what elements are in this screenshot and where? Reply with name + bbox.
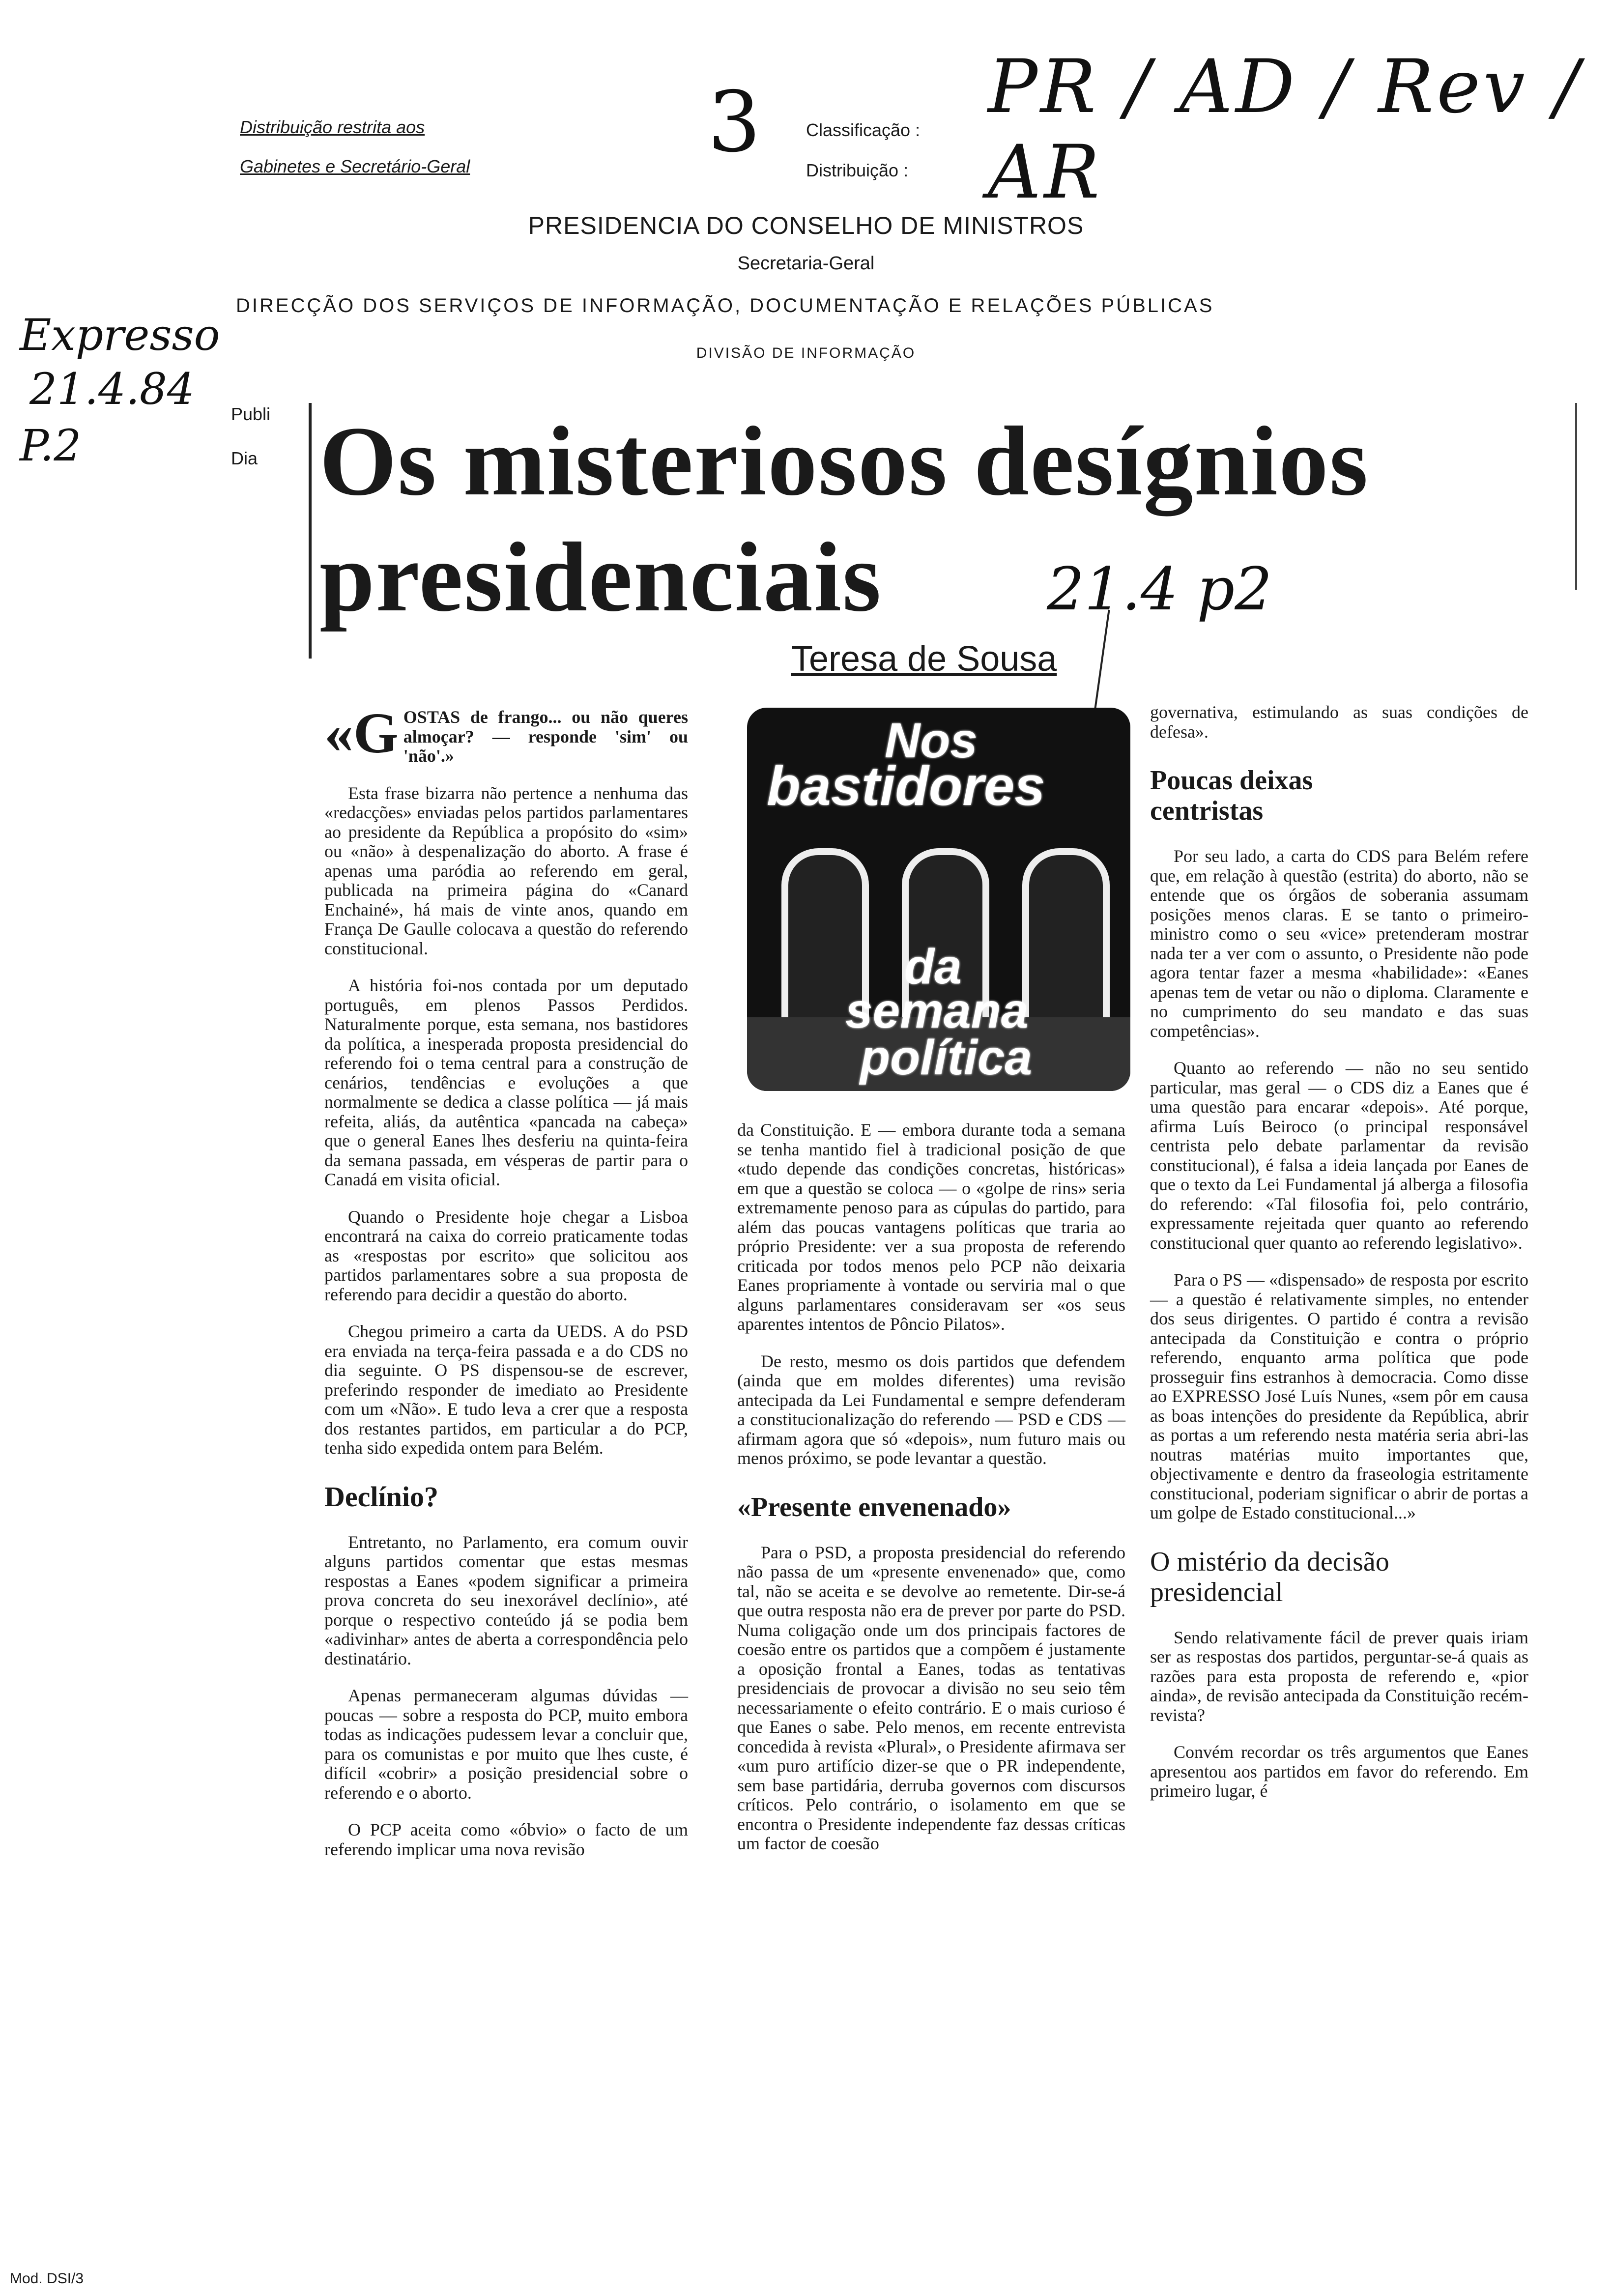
paragraph: Convém recordar os três argumentos que Eanes apresentou aos partidos em favor do referendo. Em primeiro lugar, é: [1150, 1742, 1528, 1801]
restricted-line-2: Gabinetes e Secretário-Geral: [240, 156, 470, 176]
handwritten-codes: PR / AD / Rev / AR: [988, 44, 1582, 215]
paragraph: Chegou primeiro a carta da UEDS. A do PSD era enviada na terça-feira passada e a do CDS no dia seguinte. O PS dispensou-se de escrever, preferindo responder de imediato ao Presidente com um «Não». E tudo leva a crer que a resposta dos restantes partidos, em particular a do PCP, tenha sido expedida ontem para Belém.: [324, 1321, 688, 1458]
margin-note-publication: Expresso: [20, 310, 220, 360]
article-column-1: [324, 701, 688, 1877]
box-line-1: Nos: [885, 713, 978, 768]
paragraph: Quanto ao referendo — não no seu sentido particular, mas geral — o CDS diz a Eanes que é uma questão para encarar «depois». Até porque, afirma Luís Beiroco (o principal responsável centrista pelo debate parlamentar da revisão constitucional), é falsa a ideia lançada por Eanes de que o texto da Lei Fundamental já alberga a filosofia do referendo: «Tal filosofia foi, pelo contrário, expressamente rejeitada quer quanto ao referendo constitucional quer quanto ao referendo legislativo».: [1150, 1058, 1528, 1253]
box-line-5: política: [860, 1030, 1033, 1085]
subheading-presente-envenenado: «Presente envenenado»: [737, 1492, 1011, 1522]
form-code: Mod. DSI/3: [10, 2270, 84, 2287]
arch-shape: [1022, 848, 1110, 1017]
dia-label: Dia: [231, 448, 258, 468]
paragraph: Apenas permaneceram algumas dúvidas — poucas — sobre a resposta do PCP, muito embora todas as indicações pudessem levar a concluir que, para os comunistas e por muito que lhes custe, é difícil «cobrir» a posição presidencial sobre o referendo e o aborto.: [324, 1686, 688, 1803]
article-column-2: [737, 1120, 1125, 1871]
lead-paragraph: [324, 701, 688, 766]
subheading-declinio: Declínio?: [324, 1480, 438, 1513]
paragraph: A história foi-nos contada por um deputado português, em plenos Passos Perdidos. Naturalmente porque, esta semana, nos bastidores da política, a inesperada proposta presidencial do referendo foi o tema central para a construção de cenários, tendências e evoluções a que normalmente se dedica a classe política — já mais refeita, aliás, da autêntica «pancada na cabeça» que o general Eanes lhes desferiu na quinta-feira da semana passada, em vésperas de partir para o Canadá em visita oficial.: [324, 976, 688, 1189]
org-name: PRESIDENCIA DO CONSELHO DE MINISTROS: [528, 212, 1084, 239]
restricted-line-1: Distribuição restrita aos: [240, 117, 425, 137]
headline-line-1: Os misteriosos desígnios: [319, 406, 1369, 516]
headline-line-2: presidenciais: [319, 522, 882, 632]
paragraph: Por seu lado, a carta do CDS para Belém refere que, em relação à questão (estrita) do aborto, não se entende que os órgãos de soberania assumam posições menos claras. E se tanto o primeiro-ministro como o seu «vice» pretenderam mostrar nada ter a ver com o assunto, o Presidente não pode agora tentar fazer a mesma «habilidade»: «Eanes apenas tem de vetar ou não o diploma. Claramente e no cumprimento do seu mandato e das suas competências».: [1150, 846, 1528, 1041]
margin-note-page: P.2: [20, 420, 82, 471]
paragraph: Para o PS — «dispensado» de resposta por escrito — a questão é relativamente simples, no entender dos seus dirigentes. O partido é contra a revisão antecipada da Constituição e contra o próprio referendo, enquanto arma política que pode prosseguir fins estranhos à democracia. Como disse ao EXPRESSO José Luís Nunes, «sem pôr em causa as boas intenções do presidente da República, abrir as portas a um referendo nesta matéria seria abri-las noutras matérias muito importantes que, objectivamente e dentro da fraseologia estritamente constitucional, poderiam significar o abrir de portas a um golpe de Estado constitucional...»: [1150, 1270, 1528, 1522]
paragraph: da Constituição. E — embora durante toda a semana se tenha mantido fiel à tradicional posição de que «tudo depende das condições concretas, históricas» em que a questão se coloca — o «golpe de rins» seria extremamente penoso para as cúpulas do partido, para além das poucas vantagens políticas que traria ao próprio Presidente: ver a sua proposta de referendo criticada por todos menos pelo PCP não deixaria Eanes propriamente à vontade ou serviria mal o que alguns parlamentares consideravam ser «os seus aparentes intentos de Pôncio Pilatos».: [737, 1120, 1125, 1334]
right-rule: [1575, 403, 1577, 590]
classification-label: Classificação :: [806, 120, 921, 140]
paragraph: Esta frase bizarra não pertence a nenhuma das «redacções» enviadas pelos partidos parlamentares ao presidente da República a propósito do «sim» ou «não» à despenalização do aborto. A frase é apenas uma paródia ao referendo em geral, publicada na primeira página do «Canard Enchainé», há mais de vinte anos, quando em França De Gaulle colocava a questão do referendo constitucional.: [324, 783, 688, 958]
paragraph: Para o PSD, a proposta presidencial do referendo não passa de um «presente envenenado» que, como tal, não se aceita e se devolve ao remetente. Dir-se-á que outra resposta não era de prever por parte do PSD. Numa coligação onde um dos principais factores de coesão entre os partidos que a compõem é justamente a oposição frontal a Eanes, todas as tentativas presidenciais de provocar a divisão no seu seio têm necessariamente o efeito contrário. E o mais curioso é que Eanes o sabe. Pelo menos, em recente entrevista concedida à revista «Plural», o Presidente afirmava ser «um puro artifício dizer-se que o PR independente, sem base partidária, derruba governos com discursos críticos. Pelo contrário, o isolamento em que se encontra o Presidente independente faz dessas críticas um factor de coesão: [737, 1542, 1125, 1853]
handwritten-date: 21.4 p2: [1047, 555, 1272, 624]
paragraph: Quando o Presidente hoje chegar a Lisboa encontrará na caixa do correio praticamente todas as «respostas por escrito» que solicitou aos partidos parlamentares sobre a sua proposta de referendo para decidir a questão do aborto.: [324, 1206, 688, 1304]
directorate: DIRECÇÃO DOS SERVIÇOS DE INFORMAÇÃO, DOCUMENTAÇÃO E RELAÇÕES PÚBLICAS: [236, 295, 1214, 316]
paragraph: O PCP aceita como «óbvio» o facto de um referendo implicar uma nova revisão: [324, 1820, 688, 1859]
margin-rule: [309, 403, 312, 659]
distribution-label: Distribuição :: [806, 160, 909, 180]
lead-text: OSTAS de frango... ou não queres almoçar? — responde 'sim' ou 'não'.»: [403, 707, 688, 766]
paragraph: Entretanto, no Parlamento, era comum ouvir alguns partidos comentar que estas mesmas respostas a Eanes «podem significar a primeira prova concreta do seu inexorável declínio», até porque o respectivo conteúdo já se podia bem «adivinhar» antes de aberta a correspondência pelo destinatário.: [324, 1532, 688, 1668]
box-line-4: semana: [845, 983, 1029, 1038]
drop-cap: «G: [324, 701, 399, 765]
article-column-3: [1150, 703, 1528, 1819]
publi-label: Publi: [231, 404, 271, 424]
box-line-3: da: [904, 939, 962, 994]
subheading-poucas-deixas: Poucas deixas centristas: [1150, 765, 1313, 826]
paragraph: Sendo relativamente fácil de prever quais iriam ser as respostas dos partidos, perguntar-se-á quais as razões para esta proposta de referendo e, «pior ainda», de revisão antecipada da Constituição recém-revista?: [1150, 1627, 1528, 1725]
division: DIVISÃO DE INFORMAÇÃO: [696, 345, 916, 361]
column-logo-box: [747, 708, 1130, 1091]
subheading-misterio: O mistério da decisão presidencial: [1150, 1546, 1389, 1607]
page-number: 3: [708, 74, 761, 171]
secretariat: Secretaria-Geral: [737, 253, 875, 274]
paragraph: De resto, mesmo os dois partidos que defendem (ainda que em moldes diferentes) uma revisão antecipada da Lei Fundamental e sempre defenderam a constitucionalização do referendo — PSD e CDS — afirmam agora que só «depois», num futuro mais ou menos próximo, se pode levantar a questão.: [737, 1351, 1125, 1468]
pen-stroke: [1094, 610, 1110, 713]
author: Teresa de Sousa: [791, 639, 1057, 679]
margin-note-date: 21.4.84: [29, 364, 195, 414]
box-line-2: bastidores: [767, 755, 1045, 817]
paragraph: governativa, estimulando as suas condições de defesa».: [1150, 702, 1528, 742]
